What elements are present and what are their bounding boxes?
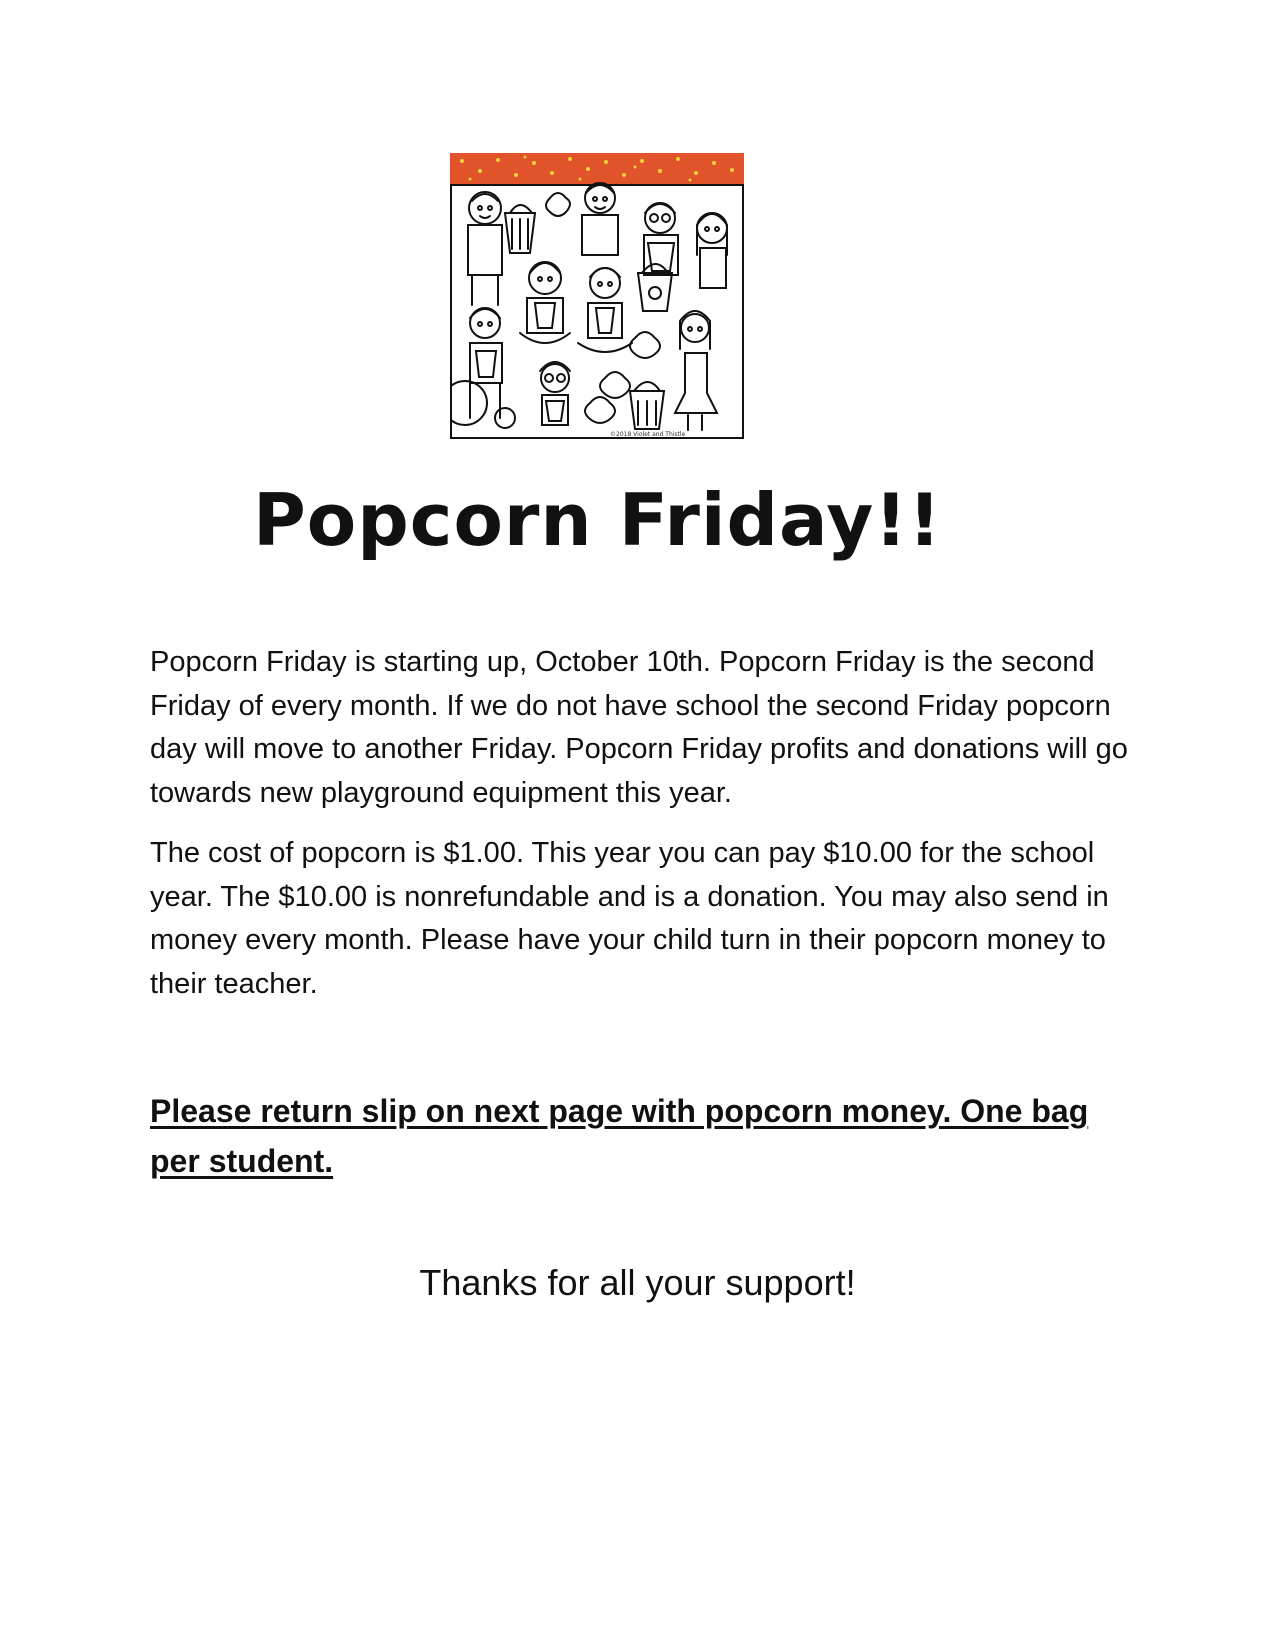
closing-thanks: Thanks for all your support! [419, 1262, 856, 1303]
intro-paragraph: Popcorn Friday is starting up, October 10th. Popcorn Friday is the second Friday of every month. If we do not have school the second Friday popcorn day will move to another Friday. Popcorn Friday profits and donations will go towards new playground equipment this year. [150, 646, 1128, 809]
cost-paragraph: The cost of popcorn is $1.00. This year you can pay $10.00 for the school year. The $10.00 is nonrefundable and is a donation. You may also send in money every month. Please have your child turn in their popcorn money to their teacher. [150, 837, 1109, 1000]
popcorn-kids-illustration [450, 153, 744, 443]
illustration-copyright: ©2018 Violet and Thistle [610, 431, 686, 438]
page-title: Popcorn Friday!! [252, 478, 943, 562]
return-slip-notice: Please return slip on next page with popcorn money. One bag per student. [150, 1093, 1089, 1179]
illustration-svg [450, 153, 744, 443]
banner [450, 153, 744, 185]
